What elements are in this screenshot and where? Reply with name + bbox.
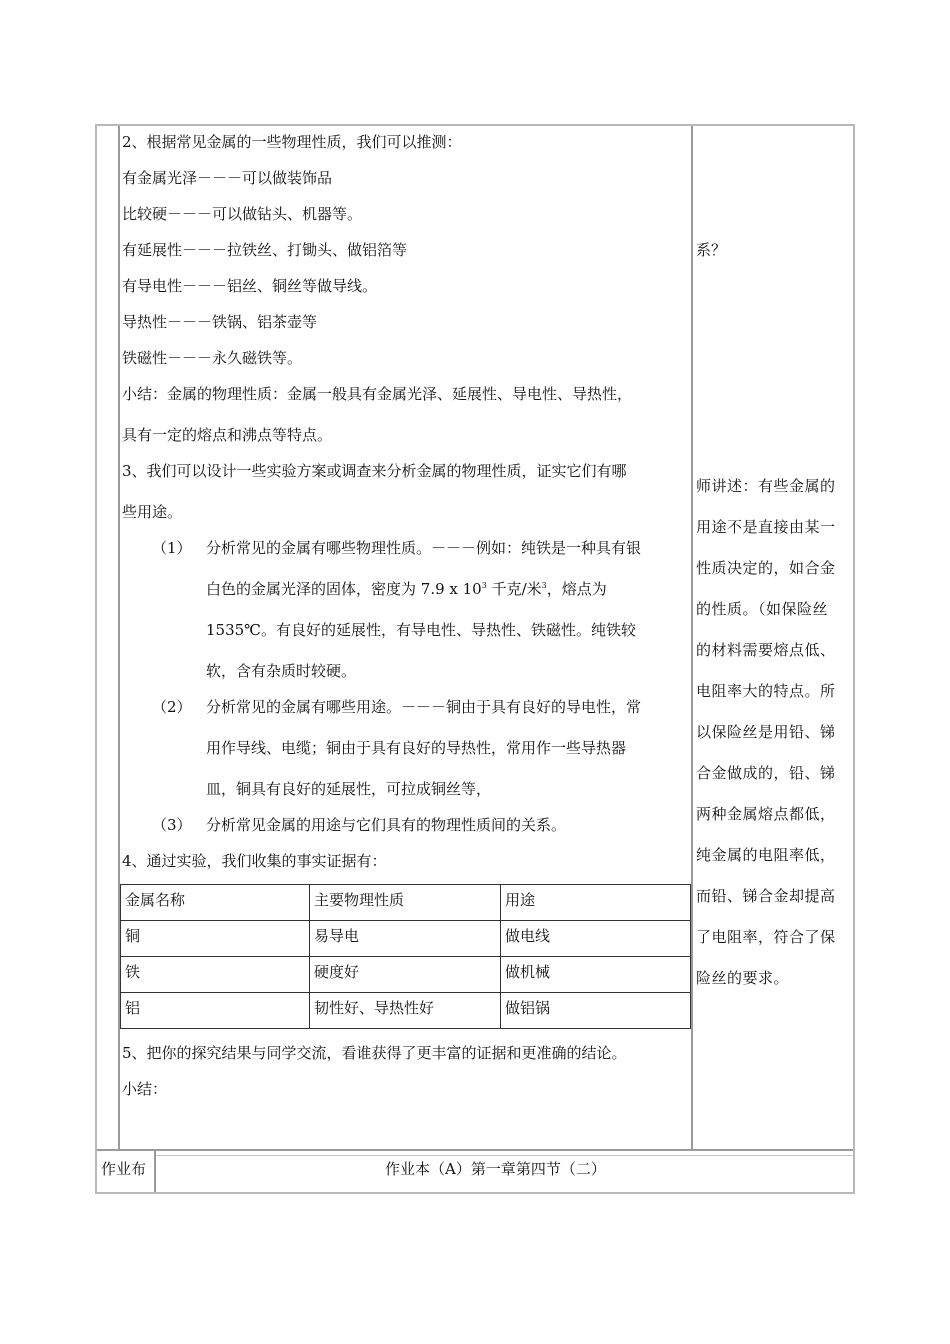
sub2-line3: 皿，铜具有良好的延展性，可拉成铜丝等， <box>206 780 492 798</box>
p2-item: 导热性－－－铁锅、铝茶壶等 <box>122 313 318 331</box>
p5: 5、把你的探究结果与同学交流，看谁获得了更丰富的证据和更准确的结论。 <box>122 1044 627 1062</box>
table-cell: 韧性好、导热性好 <box>310 993 501 1029</box>
p3-line2: 些用途。 <box>122 503 183 521</box>
summary2: 小结： <box>122 1080 168 1098</box>
p2-item: 有导电性－－－铝丝、铜丝等做导线。 <box>122 277 378 295</box>
teacher-note-line: 了电阻率，符合了保 <box>696 928 836 946</box>
table-cell: 易导电 <box>310 921 501 957</box>
sub2-number: （2） <box>152 698 192 716</box>
teacher-note-line: 险丝的要求。 <box>696 969 790 987</box>
sub1-line4: 软，含有杂质时较硬。 <box>206 662 357 680</box>
teacher-note-line: 两种金属熔点都低， <box>696 805 836 823</box>
sub1-line1: 分析常见的金属有哪些物理性质。－－－例如：纯铁是一种具有银 <box>206 539 642 557</box>
teacher-note-line: 师讲述：有些金属的 <box>696 477 836 495</box>
metals-evidence-table <box>120 884 691 1029</box>
table-header-row <box>121 885 691 921</box>
footer-row-top-rule <box>97 1149 853 1151</box>
homework-label: 作业布 <box>101 1160 147 1178</box>
column-divider-middle <box>691 126 693 1150</box>
teacher-note-line: 性质决定的，如合金 <box>696 559 836 577</box>
teacher-note-line: 的性质。（如保险丝 <box>696 600 829 618</box>
teacher-note-line: 的材料需要熔点低、 <box>696 641 836 659</box>
summary1-line2: 具有一定的熔点和沸点等特点。 <box>122 426 333 444</box>
p2-item: 铁磁性－－－永久磁铁等。 <box>122 349 303 367</box>
table-cell: 做机械 <box>501 957 691 993</box>
table-cell: 做电线 <box>501 921 691 957</box>
table-header-cell: 用途 <box>501 885 691 921</box>
p4-heading: 4、通过实验，我们收集的事实证据有： <box>122 852 387 870</box>
footer-inner-rule <box>156 1155 853 1156</box>
sub1-line3: 1535℃。有良好的延展性，有导电性、导热性、铁磁性。纯铁较 <box>206 621 636 639</box>
summary1-line1: 小结：金属的物理性质：金属一般具有金属光泽、延展性、导电性、导热性， <box>122 385 633 403</box>
table-cell: 铜 <box>121 921 310 957</box>
table-header-cell: 主要物理性质 <box>310 885 501 921</box>
teacher-note-line: 纯金属的电阻率低， <box>696 846 836 864</box>
p2-heading: 2、根据常见金属的一些物理性质，我们可以推测： <box>122 133 462 151</box>
teacher-note-line: 用途不是直接由某一 <box>696 518 836 536</box>
table-cell: 硬度好 <box>310 957 501 993</box>
p2-item: 有延展性－－－拉铁丝、打锄头、做铝箔等 <box>122 241 408 259</box>
sub3-line1: 分析常见金属的用途与它们具有的物理性质间的关系。 <box>206 816 567 834</box>
sub1-line2: 白色的金属光泽的固体，密度为 7.9 x $10^3$ 千克/米$^3$，熔点为 <box>206 580 607 598</box>
table-cell: 铝 <box>121 993 310 1029</box>
teacher-note-line: 而铅、锑合金却提高 <box>696 887 836 905</box>
sub1-number: （1） <box>152 539 192 557</box>
table-cell: 铁 <box>121 957 310 993</box>
table-row <box>121 993 691 1029</box>
p3-line1: 3、我们可以设计一些实验方案或调查来分析金属的物理性质，证实它们有哪 <box>122 462 627 480</box>
sub3-number: （3） <box>152 816 192 834</box>
table-row <box>121 921 691 957</box>
teacher-note-line: 电阻率大的特点。所 <box>696 682 836 700</box>
table-row <box>121 957 691 993</box>
teacher-note-line: 以保险丝是用铅、锑 <box>696 723 836 741</box>
sub2-line1: 分析常见的金属有哪些用途。－－－铜由于具有良好的导电性，常 <box>206 698 642 716</box>
homework-content: 作业本（A）第一章第四节（二） <box>385 1160 606 1178</box>
teacher-note-line: 合金做成的，铅、锑 <box>696 764 836 782</box>
table-header-cell: 金属名称 <box>121 885 310 921</box>
p2-item: 有金属光泽－－－可以做装饰品 <box>122 169 333 187</box>
table-cell: 做铝锅 <box>501 993 691 1029</box>
right-fragment: 系？ <box>696 241 727 259</box>
p2-item: 比较硬－－－可以做钻头、机器等。 <box>122 205 363 223</box>
sub2-line2: 用作导线、电缆；铜由于具有良好的导热性，常用作一些导热器 <box>206 739 627 757</box>
